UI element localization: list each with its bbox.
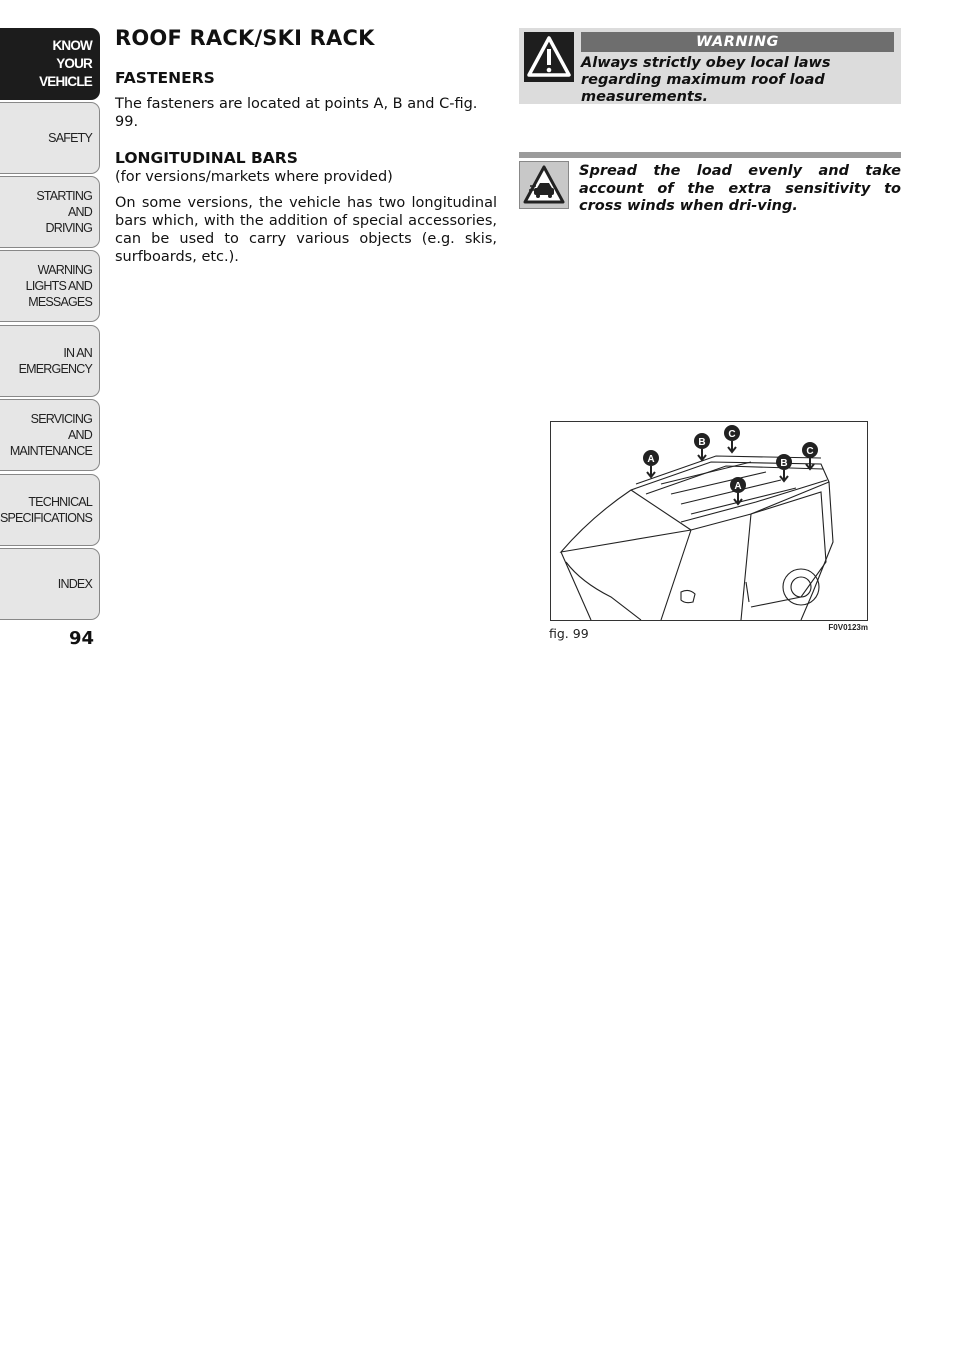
tab-index[interactable]: INDEX (0, 548, 100, 620)
note-text: Spread the load evenly and take account of the extra sensitivity to cross winds when dri-ving. (579, 163, 901, 214)
svg-text:A: A (734, 481, 742, 492)
tab-starting-and-driving[interactable]: STARTING AND DRIVING (0, 176, 100, 248)
figure-caption: fig. 99 (549, 626, 589, 641)
svg-text:C: C (728, 429, 736, 440)
svg-text:B: B (780, 458, 788, 469)
crosswind-note (519, 152, 901, 214)
fasteners-heading: FASTENERS (115, 69, 215, 87)
fasteners-text: The fasteners are located at points A, B and C-fig. 99. (115, 96, 478, 130)
roof-rack-figure (550, 421, 868, 621)
van-roof-illustration (551, 422, 867, 620)
warning-box (519, 28, 901, 104)
warning-text: Always strictly obey local laws regarding maximum roof load measurements. (581, 55, 831, 105)
longitudinal-bars-text: On some versions, the vehicle has two longitudinal bars which, with the addition of special accessories, can be used to carry various objects (e.g. skis, surfboards, etc.). (115, 195, 497, 265)
warning-label: WARNING (581, 32, 894, 52)
warning-triangle-icon (524, 32, 574, 82)
page-title: ROOF RACK/SKI RACK (115, 26, 375, 50)
svg-text:C: C (806, 446, 814, 457)
main-text-column (115, 24, 497, 266)
longitudinal-bars-subheading: (for versions/markets where provided) (115, 169, 393, 185)
tab-in-an-emergency[interactable]: IN AN EMERGENCY (0, 325, 100, 397)
note-divider (519, 152, 901, 158)
marker-b-front (694, 433, 710, 460)
figure-code: F0V0123m (828, 623, 868, 632)
svg-text:B: B (698, 437, 706, 448)
tab-warning-lights-and-messages[interactable]: WARNING LIGHTS AND MESSAGES (0, 250, 100, 322)
marker-c-rear (802, 442, 818, 469)
crosswind-car-icon (519, 161, 569, 209)
tab-servicing-and-maintenance[interactable]: SERVICING AND MAINTENANCE (0, 399, 100, 471)
longitudinal-bars-heading: LONGITUDINAL BARS (115, 149, 298, 167)
tab-know-your-vehicle[interactable]: KNOW YOUR VEHICLE (0, 28, 100, 100)
tab-technical-specifications[interactable]: TECHNICAL SPECIFICATIONS (0, 474, 100, 546)
marker-a-front (643, 450, 659, 477)
svg-text:A: A (647, 454, 655, 465)
marker-a-rear (730, 477, 746, 504)
marker-c-front (724, 425, 740, 452)
page-number: 94 (68, 628, 94, 649)
marker-b-rear (776, 454, 792, 481)
tab-safety[interactable]: SAFETY (0, 102, 100, 174)
